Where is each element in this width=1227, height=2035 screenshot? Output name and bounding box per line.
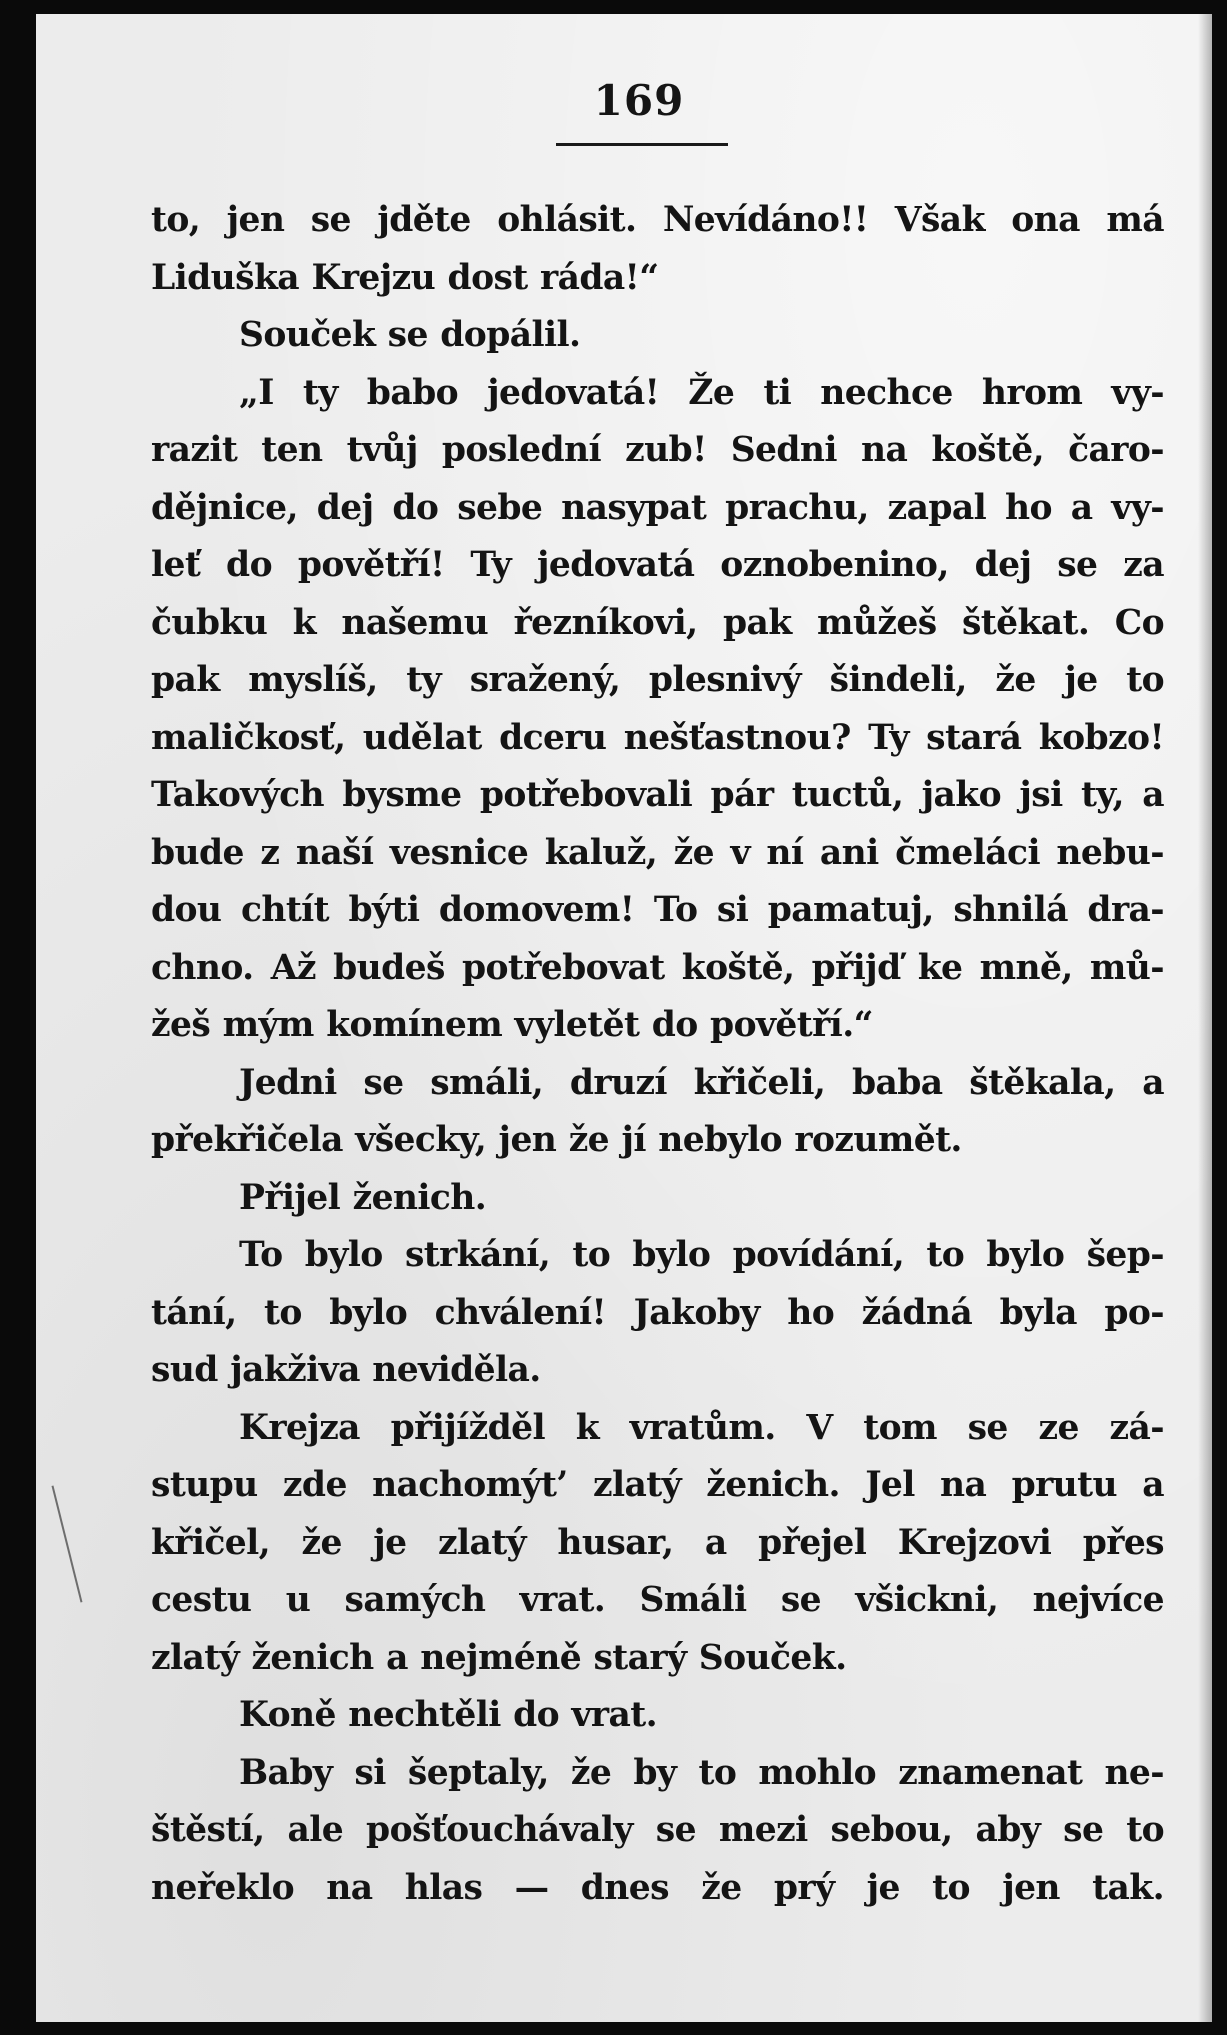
text-line: neřeklo na hlas — dnes že prý je to jen tak. (151, 1867, 1164, 1908)
text-line: dějnice, dej do sebe nasypat prachu, zapal ho a vy- (151, 487, 1164, 528)
text-line: to, jen se jděte ohlásit. Nevídáno!! Však ona má (151, 200, 1164, 240)
text-line: Baby si šeptaly, že by to mohlo znamenat ne- (239, 1752, 1164, 1793)
text-line: To bylo strkání, to bylo povídání, to bylo šep- (239, 1235, 1164, 1275)
text-line: maličkosť, udělat dceru nešťastnou? Ty stará kobzo! (151, 717, 1164, 758)
text-line: štěstí, ale pošťouchávaly se mezi sebou, aby se to (151, 1810, 1164, 1850)
text-line: čubku k našemu řezníkovi, pak můžeš štěkat. Co (151, 602, 1164, 643)
text-line: Přijel ženich. (239, 1177, 487, 1218)
text-line: cestu u samých vrat. Smáli se všickni, nejvíce (151, 1580, 1164, 1620)
text-line: chno. Až budeš potřebovat koště, přijď ke mně, mů- (151, 947, 1164, 988)
body-text (151, 192, 1164, 1917)
text-line: pak myslíš, ty sražený, plesnivý šindeli, že je to (151, 660, 1164, 700)
header-rule (556, 143, 728, 146)
text-line: sud jakživa neviděla. (151, 1350, 541, 1390)
text-line: zlatý ženich a nejméně starý Souček. (151, 1637, 847, 1678)
scan-mark (52, 1486, 83, 1603)
text-line: stupu zde nachomýt’ zlatý ženich. Jel na prutu a (151, 1465, 1164, 1505)
text-line: Jedni se smáli, druzí křičeli, baba štěkala, a (239, 1062, 1164, 1103)
text-line: „I ty babo jedovatá! Že ti nechce hrom vy- (239, 372, 1164, 413)
text-line: Souček se dopálil. (239, 315, 581, 355)
page-edge-shadow (1198, 14, 1212, 2022)
text-line: dou chtít býti domovem! To si pamatuj, shnilá dra- (151, 890, 1164, 930)
text-line: tání, to bylo chválení! Jakoby ho žádná byla po- (151, 1292, 1164, 1333)
text-line: křičel, že je zlatý husar, a přejel Krejzovi přes (151, 1522, 1164, 1563)
text-line: leť do povětří! Ty jedovatá oznobenino, dej se za (151, 545, 1164, 585)
text-line: bude z naší vesnice kaluž, že v ní ani čmeláci nebu- (151, 832, 1164, 873)
text-line: žeš mým komínem vyletět do povětří.“ (151, 1005, 873, 1045)
book-page (36, 14, 1212, 2022)
text-line: Koně nechtěli do vrat. (239, 1695, 657, 1735)
text-line: Takových bysme potřebovali pár tuctů, jako jsi ty, a (151, 775, 1164, 815)
text-line: Liduška Krejzu dost ráda!“ (151, 257, 659, 298)
text-line: překřičela všecky, jen že jí nebylo rozumět. (151, 1120, 962, 1160)
text-line: Krejza přijížděl k vratům. V tom se ze zá- (239, 1407, 1164, 1448)
page-number: 169 (593, 76, 685, 125)
text-line: razit ten tvůj poslední zub! Sedni na koště, čaro- (151, 430, 1164, 470)
